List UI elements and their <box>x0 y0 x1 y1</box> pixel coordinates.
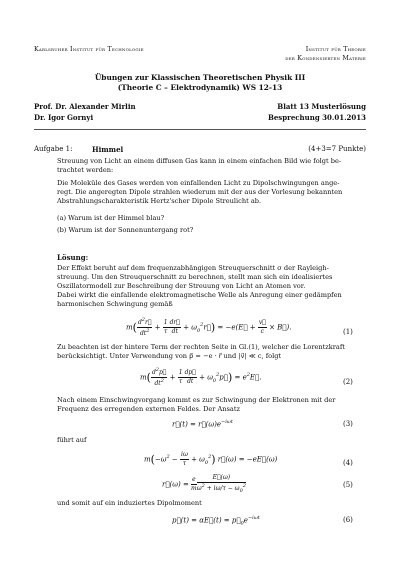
task-name: Himmel <box>92 145 124 154</box>
institution-left: Karlsruher Institut für Technologie <box>34 46 144 53</box>
solution-line: Frequenz des erregenden externen Feldes. Der Ansatz <box>57 405 240 413</box>
question-a: (a) Warum ist der Himmel blau? <box>57 214 165 222</box>
intro-line: Streuung von Licht an einem diffusen Gas kann in einem einfachen Bild wie folgt be- <box>57 157 342 165</box>
question-b: (b) Warum ist der Sonnenuntergang rot? <box>57 226 194 234</box>
professor-name: Prof. Dr. Alexander Mirlin <box>34 102 136 111</box>
intro-line: Die Moleküle des Gases werden von einfallenden Licht zu Dipolschwingungen ange- <box>57 179 340 187</box>
solution-line: Zu beachten ist der hintere Term der rechten Seite in Gl.(1), welcher die Lorentzkraft <box>57 343 345 351</box>
equation-number: (5) <box>343 481 353 489</box>
solution-line: Dabei wirkt die einfallende elektromagnetische Welle als Anregung einer gedämpfen <box>57 291 342 299</box>
institute-right-line2: der Kondensierten Materie <box>285 55 366 62</box>
equation-number: (1) <box>343 328 353 336</box>
sheet-title-line1: Übungen zur Klassischen Theoretischen Physik III <box>94 73 306 82</box>
discussion-date: Besprechung 30.01.2013 <box>267 113 366 122</box>
task-label: Aufgabe 1: <box>34 145 73 153</box>
equation-number: (3) <box>343 420 353 428</box>
solution-label: Lösung: <box>57 253 89 262</box>
solution-line: Nach einem Einschwingvorgang kommt es zur Schwingung der Elektronen mit der <box>57 396 336 404</box>
divider-line <box>34 129 366 130</box>
assistant-name: Dr. Igor Gornyi <box>34 113 94 122</box>
solution-line: berücksichtigt. Unter Verwendung von p⃗ = −e · r⃗ und |v⃗| ≪ c, folgt <box>57 352 282 360</box>
sheet-title-line2: (Theorie C – Elektrodynamik) WS 12-13 <box>117 83 283 92</box>
equation-1: m( $\frac{d^2r⃗}{dt^2}$ + $\frac{1}{\tau}$ $\frac{dr⃗}{dt}$ + $\omega_0^2r⃗$) = −e(E⃗ + $\frac{v⃗}{c}$ × B⃗). <box>126 317 292 337</box>
sheet-number: Blatt 13 Musterlösung <box>277 102 366 111</box>
equation-5: r⃗(ω) = $\frac{e}{m}$ $\frac{E⃗(\omega)}{\omega^2 + i\omega/\tau - \omega_0^2}$ <box>162 474 246 495</box>
intro-line: trachtet werden: <box>57 166 114 174</box>
solution-line: harmonischen Schwingung gemäß <box>57 300 173 308</box>
institute-right-line1: Institut für Theorie <box>305 46 366 53</box>
intro-line: Abstrahlungscharakteristik Hertz'scher Dipole Streulicht ab. <box>57 197 262 205</box>
solution-line: und somit auf ein induziertes Dipolmoment <box>57 499 202 507</box>
equation-6: p⃗(t) = αE⃗(t) = $p⃗_0e^{-i\omega t}$ <box>172 515 260 527</box>
equation-number: (2) <box>343 378 353 386</box>
solution-line: Oszillatormodell zur Beschreibung der Streuung von Licht an Atomen vor. <box>57 282 306 290</box>
equation-4: $m(-\omega^2$ − $\frac{i\omega}{\tau}$ + $\omega_0^2$) r⃗(ω) = −eE⃗(ω) <box>144 451 278 467</box>
solution-line: Der Effekt beruht auf dem frequenzabhängigen Streuquerschnitt σ der Rayleigh- <box>57 264 329 272</box>
equation-2: m( $\frac{d^2p⃗}{dt^2}$ + $\frac{1}{\tau}$ $\frac{dp⃗}{dt}$ + $\omega_0^2p⃗$) = $e^2E⃗$. <box>140 367 262 387</box>
equation-3: r⃗(t) = $r⃗(\omega)e^{-i\omega t}$ <box>172 419 233 429</box>
intro-line: regt. Die angeregten Dipole strahlen wiederum mit der aus der Vorlesung bekannten <box>57 188 343 196</box>
solution-line: führt auf <box>57 436 87 444</box>
equation-number: (6) <box>343 516 353 524</box>
solution-line: streuung. Um den Streuquerschnitt zu berechnen, stellt man sich ein idealisiertes <box>57 273 333 281</box>
equation-number: (4) <box>343 459 353 467</box>
task-points: (4+3=7 Punkte) <box>308 145 366 153</box>
